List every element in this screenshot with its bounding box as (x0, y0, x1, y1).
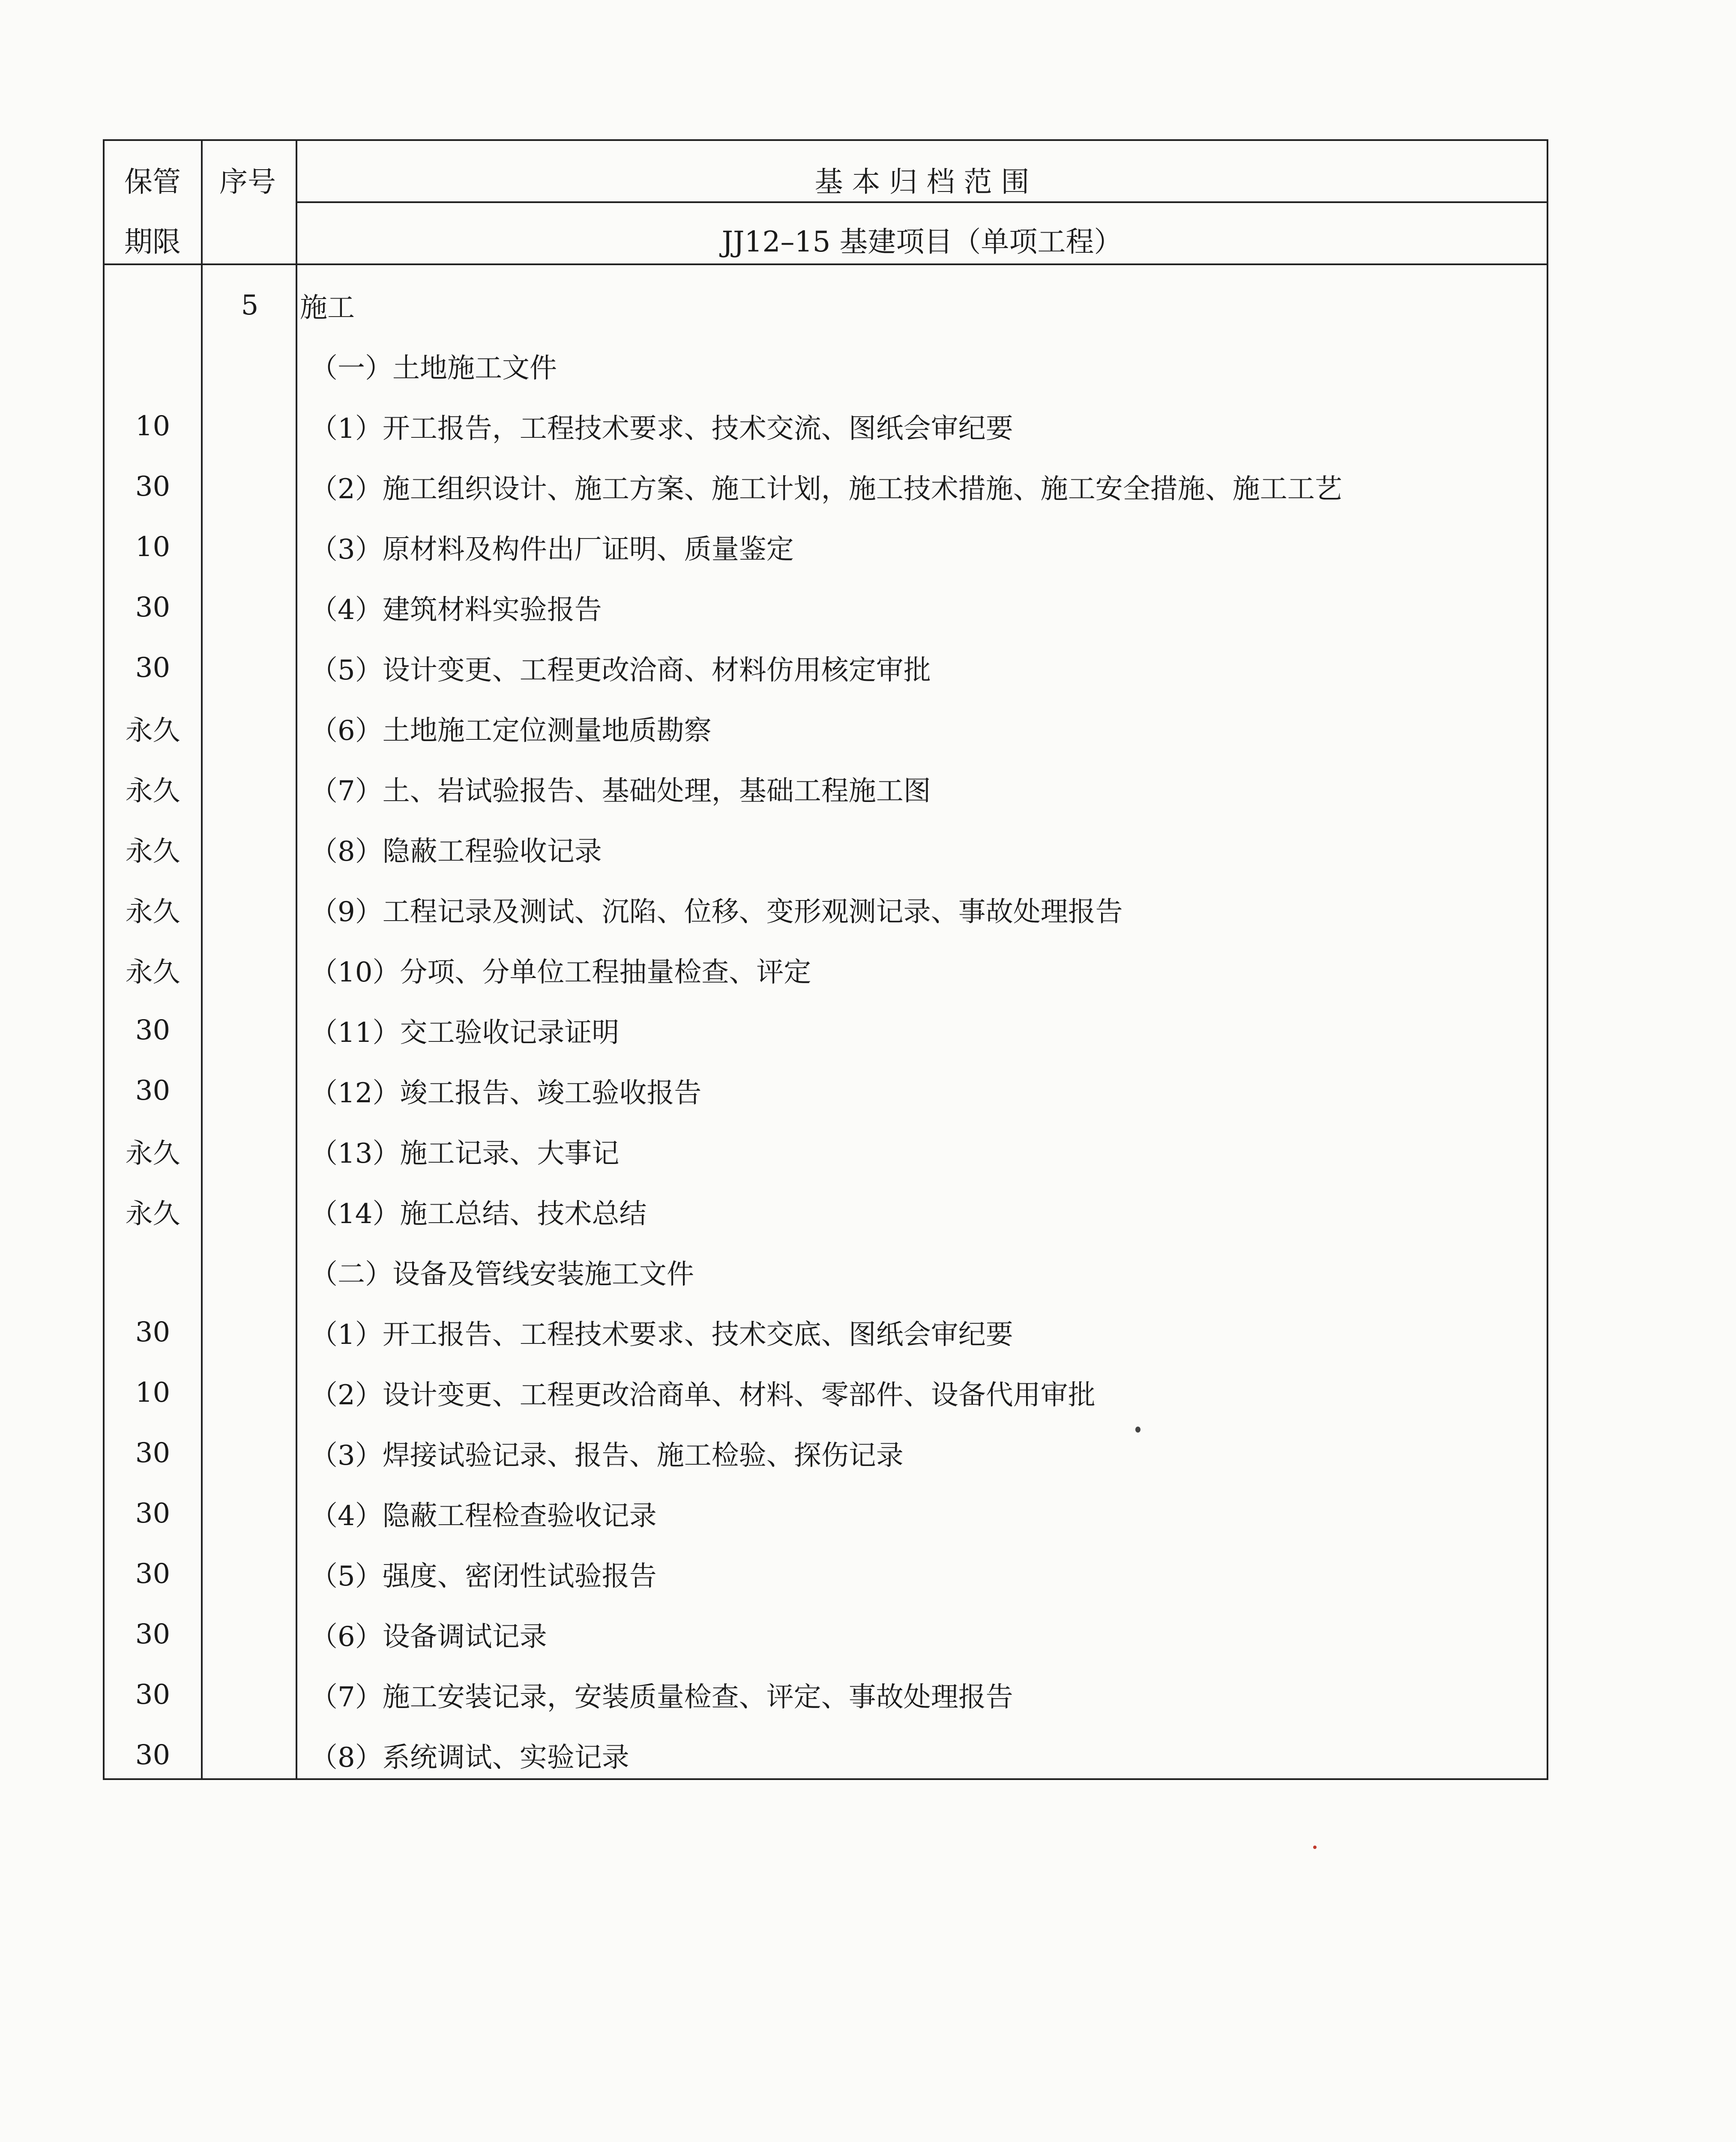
retention-period-cell: 永久 (125, 1137, 180, 1170)
table-row (105, 1181, 1547, 1242)
retention-period-cell: 30 (135, 1558, 171, 1590)
archive-scope-cell: （4）隐蔽工程检查验收记录 (310, 1500, 657, 1532)
archive-scope-cell: （1）开工报告、工程技术要求、技术交底、图纸会审纪要 (310, 1319, 1013, 1351)
archive-scope-cell: （一）土地施工文件 (310, 352, 557, 384)
header-seq: 序号 (219, 165, 276, 198)
retention-period-cell: 30 (135, 1678, 171, 1711)
archive-scope-cell: 施工 (300, 292, 355, 324)
archive-scope-cell: （8）隐蔽工程验收记录 (310, 835, 602, 868)
sequence-number-cell (203, 1423, 297, 1483)
table-row (105, 396, 1547, 456)
sequence-number-cell (203, 1181, 297, 1242)
table-row (105, 1000, 1547, 1060)
archive-scope-cell: （3）焊接试验记录、报告、施工检验、探伤记录 (310, 1439, 904, 1472)
sequence-number-cell (203, 939, 297, 1000)
archive-scope-cell: （2）设计变更、工程更改洽商单、材料、零部件、设备代用审批 (310, 1379, 1095, 1411)
scan-speck (1135, 1427, 1140, 1433)
retention-period-cell: 30 (135, 591, 171, 623)
table-row (105, 637, 1547, 698)
table-row (105, 1121, 1547, 1181)
archive-scope-cell: （11）交工验收记录证明 (310, 1017, 620, 1049)
table-row (105, 335, 1547, 396)
table-row (105, 1423, 1547, 1483)
sequence-number-cell (203, 1242, 297, 1302)
sequence-number-cell (203, 1362, 297, 1423)
retention-period-cell: 30 (135, 652, 171, 684)
retention-period-cell: 30 (135, 1497, 171, 1529)
archive-scope-cell: （二）设备及管线安装施工文件 (310, 1258, 694, 1290)
retention-period-cell: 30 (135, 1618, 171, 1650)
archive-scope-cell: （2）施工组织设计、施工方案、施工计划，施工技术措施、施工安全措施、施工工艺 (310, 473, 1342, 505)
archive-scope-cell: （10）分项、分单位工程抽量检查、评定 (310, 956, 811, 988)
sequence-number-cell (203, 1060, 297, 1121)
retention-period-cell (105, 335, 201, 396)
sequence-number-cell (203, 879, 297, 939)
sequence-number-cell (203, 1664, 297, 1725)
sequence-number-cell (203, 1725, 297, 1785)
retention-period-cell: 永久 (125, 715, 180, 747)
sequence-number-cell (203, 577, 297, 637)
sequence-number-cell (203, 335, 297, 396)
retention-period-cell: 30 (135, 1739, 171, 1771)
archive-scope-cell: （5）强度、密闭性试验报告 (310, 1560, 657, 1592)
retention-period-cell: 30 (135, 1014, 171, 1046)
sequence-number-cell (203, 698, 297, 758)
sequence-number-cell (203, 1604, 297, 1664)
archive-scope-cell: （5）设计变更、工程更改洽商、材料仿用核定审批 (310, 654, 931, 686)
table-row (105, 758, 1547, 819)
sequence-number-cell (203, 819, 297, 879)
header-divider (296, 201, 1548, 203)
retention-period-cell: 永久 (125, 775, 180, 807)
table-row (105, 1362, 1547, 1423)
sequence-number-cell (203, 1121, 297, 1181)
header-period-bottom: 期限 (124, 225, 181, 258)
table-row (105, 275, 1547, 335)
table-row (105, 879, 1547, 939)
table-row (105, 1483, 1547, 1544)
archive-scope-cell: （3）原材料及构件出厂证明、质量鉴定 (310, 533, 794, 565)
table-row (105, 698, 1547, 758)
retention-period-cell: 永久 (125, 956, 180, 988)
sequence-number-cell (203, 758, 297, 819)
retention-period-cell (105, 1242, 201, 1302)
sequence-number-cell (203, 637, 297, 698)
table-row (105, 1242, 1547, 1302)
header-period-top: 保管 (124, 165, 181, 198)
archive-scope-cell: （8）系统调试、实验记录 (310, 1741, 629, 1774)
retention-period-cell: 30 (135, 1074, 171, 1107)
sequence-number-cell (203, 1483, 297, 1544)
retention-period-cell: 30 (135, 1316, 171, 1348)
table-row (105, 1060, 1547, 1121)
sequence-number-cell (203, 517, 297, 577)
table-row (105, 1544, 1547, 1604)
archive-scope-cell: （9）工程记录及测试、沉陷、位移、变形观测记录、事故处理报告 (310, 896, 1123, 928)
archive-scope-cell: （6）设备调试记录 (310, 1621, 547, 1653)
sequence-number-cell (203, 1302, 297, 1362)
table-row (105, 1604, 1547, 1664)
retention-period-cell: 10 (135, 410, 171, 442)
archive-scope-cell: （13）施工记录、大事记 (310, 1137, 620, 1170)
table-row (105, 939, 1547, 1000)
scan-speck (1313, 1846, 1317, 1849)
archive-scope-cell: （7）施工安装记录，安装质量检查、评定、事故处理报告 (310, 1681, 1013, 1713)
header-subtitle: JJ12–15 基建项目（单项工程） (721, 225, 1122, 258)
archive-scope-cell: （12）竣工报告、竣工验收报告 (310, 1077, 702, 1109)
sequence-number-cell (203, 396, 297, 456)
table-row (105, 1302, 1547, 1362)
retention-period-cell: 10 (135, 531, 171, 563)
table-row (105, 517, 1547, 577)
table-row (105, 456, 1547, 517)
sequence-number-cell (203, 1544, 297, 1604)
retention-period-cell: 永久 (125, 896, 180, 928)
sequence-number-cell (203, 1000, 297, 1060)
archive-scope-cell: （7）土、岩试验报告、基础处理，基础工程施工图 (310, 775, 931, 807)
retention-period-cell: 永久 (125, 835, 180, 868)
table-row (105, 1725, 1547, 1785)
retention-period-cell: 30 (135, 470, 171, 503)
retention-period-cell (105, 275, 201, 335)
retention-period-cell: 10 (135, 1376, 171, 1409)
archive-scope-cell: （4）建筑材料实验报告 (310, 594, 602, 626)
table-row (105, 577, 1547, 637)
sequence-number-cell (203, 456, 297, 517)
archive-scope-cell: （6）土地施工定位测量地质勘察 (310, 715, 712, 747)
retention-period-cell: 30 (135, 1437, 171, 1469)
sequence-number-cell: 5 (241, 289, 259, 321)
table-row (105, 819, 1547, 879)
archive-scope-cell: （14）施工总结、技术总结 (310, 1198, 647, 1230)
retention-period-cell: 永久 (125, 1198, 180, 1230)
header-bottom-rule (103, 263, 1548, 265)
table-row (105, 1664, 1547, 1725)
header-scope-title: 基 本 归 档 范 围 (814, 165, 1030, 198)
archive-scope-cell: （1）开工报告，工程技术要求、技术交流、图纸会审纪要 (310, 413, 1013, 445)
